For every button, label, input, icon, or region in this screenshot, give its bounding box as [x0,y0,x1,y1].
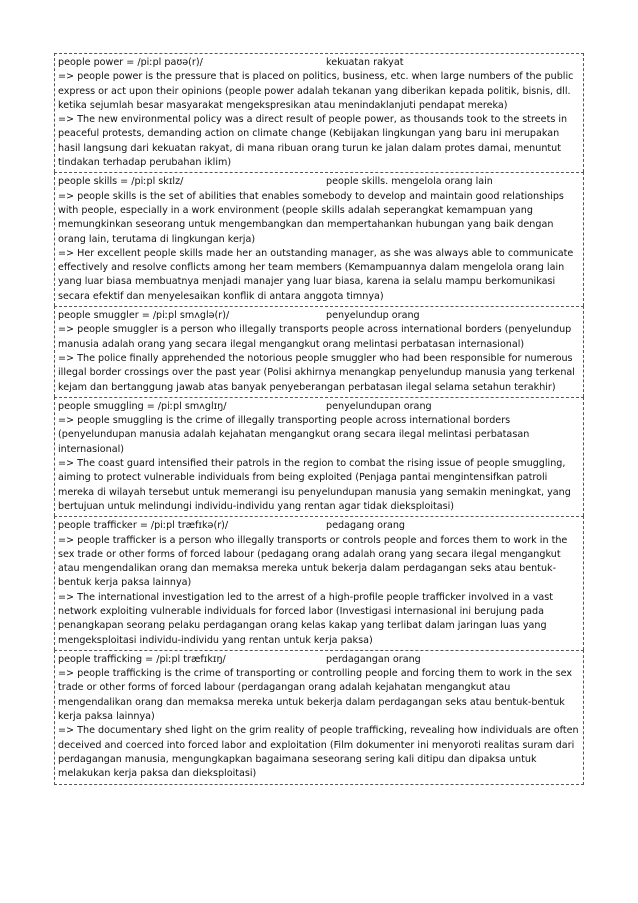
definition-text: => people skills is the set of abilities that enables somebody to develop and maintain good relationships with people, especially in a work environment (people skills adalah seperangkat kemampuan yang memungkinkan seseorang untuk mengembangkan dan mempertahankan hubungan yang baik dengan orang lain, terutama di lingkungan kerja) [58,190,564,245]
example-text: => The international investigation led to the arrest of a high-profile people trafficker involved in a vast network exploiting vulnerable individuals for forced labor (Investigasi internasional ini berujung pada penangkapan seorang pelaku perdagangan orang kelas kakap yang terlibat dalam jaringan luas yang mengeksploitasi individu-individu yang rentan untuk kerja paksa) [58,591,554,646]
definition-text: => people smuggling is the crime of illegally transporting people across international borders (penyelundupan manusia adalah kejahatan mengangkut orang secara ilegal melintasi perbatasan internasional) [58,415,530,455]
entry-header [58,519,580,533]
vocab-entry [54,172,584,306]
definition-text: => people power is the pressure that is placed on politics, business, etc. when large numbers of the public express or act upon their opinions (people power adalah tekanan yang diberikan kepada politik, bisnis, dll. ketika sejumlah besar masyarakat mengekspresikan atau menindaklanjuti pendapat mereka) [58,71,574,111]
example-text: => Her excellent people skills made her an outstanding manager, as she was always able to communicate effectively and resolve conflicts among her team members (Kemampuannya dalam mengelola orang lain yang luar biasa membuatnya menjadi manajer yang luar biasa, karena ia selalu mampu berkomunikasi secara efektif dan menyelesaikan konflik di antara anggota timnya) [58,247,574,302]
vocab-entry [54,306,584,397]
term-pronunciation: people trafficker = /piːpl træfɪkə(r)/ [58,520,229,532]
example-text: => The police finally apprehended the notorious people smuggler who had been responsible for numerous illegal border crossings over the past year (Polisi akhirnya menangkap penyelundup manusia yang terkenal kejam dan bertanggung jawab atas banyak penyeberangan perbatasan ilegal selama setahun terakhir) [58,352,575,393]
definition-text: => people smuggler is a person who illegally transports people across international borders (penyelundup manusia adalah orang yang secara ilegal mengangkut orang melintasi perbatasan internasional) [58,324,572,350]
entry-header [58,653,580,667]
entry-header [58,309,580,323]
vocab-entry [54,397,584,516]
term-pronunciation: people power = /piːpl paʊə(r)/ [58,57,203,68]
entry-header [58,175,580,189]
term-pronunciation: people skills = /piːpl skɪlz/ [58,176,184,188]
definition-text: => people trafficking is the crime of transporting or controlling people and forcing them to work in the sex trade or other forms of forced labour (perdagangan orang adalah kejahatan mengangkut atau mengendalikan orang dan memaksa mereka untuk bekerja dalam perdagangan seks atau bentuk-bentuk kerja paksa lainnya) [58,668,573,723]
definition-text: => people trafficker is a person who illegally transports or controls people and forces them to work in the sex trade or other forms of forced labour (pedagang orang adalah orang yang secara ilegal mengangkut atau mengendalikan orang dan memaksa mereka untuk bekerja dalam perdagangan seks atau bentuk-bentuk kerja paksa lainnya) [58,534,568,589]
vocabulary-list [54,53,584,785]
example-text: => The documentary shed light on the grim reality of people trafficking, revealing how individuals are often deceived and coerced into forced labor and exploitation (Film dokumenter ini menyoroti realitas suram dari perdagangan manusia, mengungkapkan bagaimana seseorang sering kali ditipu dan dipaksa untuk melakukan kerja paksa dan dieksploitasi) [58,725,579,780]
term-translation: penyelundupan orang [326,400,432,412]
term-translation: perdagangan orang [326,653,421,665]
entry-header [58,400,580,414]
entry-header [58,56,580,70]
term-translation: penyelundup orang [326,310,420,322]
term-pronunciation: people smuggling = /piːpl smʌglɪŋ/ [58,400,227,412]
vocab-entry [54,516,584,650]
term-pronunciation: people trafficking = /piːpl træfɪkɪŋ/ [58,653,226,665]
example-text: => The new environmental policy was a direct result of people power, as thousands took to the streets in peaceful protests, demanding action on climate change (Kebijakan lingkungan yang baru ini merupakan hasil langsung dari kekuatan rakyat, di mana ribuan orang turun ke jalan dalam protes damai, menuntut tindakan terhadap perubahan iklim) [58,114,568,169]
term-translation: kekuatan rakyat [326,57,404,68]
term-translation: pedagang orang [326,520,406,532]
vocab-entry [54,53,584,172]
term-translation: people skills. mengelola orang lain [326,176,493,188]
term-pronunciation: people smuggler = /piːpl smʌglə(r)/ [58,310,230,322]
example-text: => The coast guard intensified their patrols in the region to combat the rising issue of people smuggling, aiming to protect vulnerable individuals from being exploited (Penjaga pantai mengintensifkan patroli mereka di wilayah tersebut untuk memerangi isu penyelundupan manusia yang semakin meningkat, yang bertujuan untuk melindungi individu-individu yang rentan agar tidak dieksploitasi) [58,458,571,512]
vocab-entry [54,650,584,785]
